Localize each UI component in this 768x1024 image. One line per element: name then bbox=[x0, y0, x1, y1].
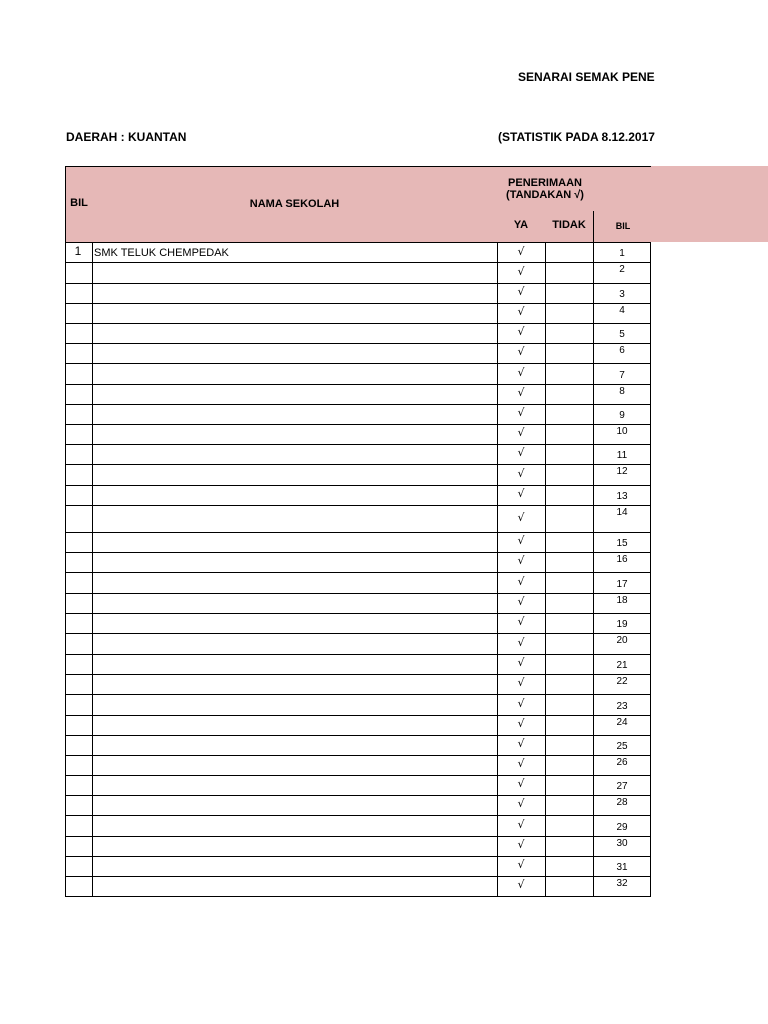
col-header-bil-2-label: BIL bbox=[615, 221, 631, 231]
row-ya-check: √ bbox=[517, 777, 525, 790]
row-number: 23 bbox=[616, 701, 628, 712]
row-divider bbox=[65, 343, 651, 344]
document-title: SENARAI SEMAK PENE bbox=[518, 70, 655, 84]
col-header-ya bbox=[497, 211, 546, 243]
row-number: 3 bbox=[619, 289, 625, 300]
row-ya-check: √ bbox=[517, 737, 525, 750]
row-number: 8 bbox=[619, 386, 625, 397]
row-number: 12 bbox=[616, 466, 628, 477]
row-number: 6 bbox=[619, 345, 625, 356]
district-label: DAERAH : KUANTAN bbox=[66, 130, 187, 144]
row-number: 2 bbox=[619, 264, 625, 275]
row-ya-check: √ bbox=[517, 366, 525, 379]
row-divider bbox=[65, 856, 651, 857]
row-number: 19 bbox=[616, 619, 628, 630]
row-divider bbox=[65, 303, 651, 304]
row-ya-check: √ bbox=[517, 511, 525, 524]
row-ya-check: √ bbox=[517, 717, 525, 730]
row-number: 25 bbox=[616, 741, 628, 752]
col-header-tidak-label: TIDAK bbox=[552, 219, 586, 231]
row-divider bbox=[65, 505, 651, 506]
row-number: 9 bbox=[619, 410, 625, 421]
row-ya-check: √ bbox=[517, 858, 525, 871]
row-divider bbox=[65, 613, 651, 614]
row-number: 32 bbox=[616, 878, 628, 889]
row-ya-check: √ bbox=[517, 615, 525, 628]
col-header-penerimaan-label bbox=[497, 177, 593, 201]
row-number: 14 bbox=[616, 507, 628, 518]
penerimaan-line1: PENERIMAAN bbox=[508, 177, 582, 189]
col-divider bbox=[92, 243, 93, 897]
row-number: 26 bbox=[616, 757, 628, 768]
row-ya-check: √ bbox=[517, 426, 525, 439]
row-divider bbox=[65, 735, 651, 736]
row-ya-check: √ bbox=[517, 446, 525, 459]
row-number: 7 bbox=[619, 370, 625, 381]
row-number: 4 bbox=[619, 305, 625, 316]
row-divider bbox=[65, 876, 651, 877]
row-divider bbox=[65, 715, 651, 716]
row-ya-check: √ bbox=[517, 345, 525, 358]
col-header-bil-2 bbox=[593, 211, 651, 243]
row-number: 28 bbox=[616, 797, 628, 808]
header-fill-extension bbox=[651, 166, 768, 242]
col-header-tidak bbox=[545, 211, 594, 243]
row-ya-check: √ bbox=[517, 285, 525, 298]
row-ya-check: √ bbox=[517, 757, 525, 770]
row-divider bbox=[65, 485, 651, 486]
row-divider bbox=[65, 795, 651, 796]
row-number: 30 bbox=[616, 838, 628, 849]
col-divider bbox=[545, 243, 546, 897]
row-divider bbox=[65, 262, 651, 263]
row-divider bbox=[65, 572, 651, 573]
col-header-penerimaan bbox=[497, 166, 594, 212]
row-number: 31 bbox=[616, 862, 628, 873]
row-number: 27 bbox=[616, 781, 628, 792]
row-ya-check: √ bbox=[517, 878, 525, 891]
row-divider bbox=[65, 404, 651, 405]
row-divider bbox=[65, 464, 651, 465]
col-header-blank bbox=[593, 166, 651, 212]
row-ya-check: √ bbox=[517, 406, 525, 419]
penerimaan-line2: (TANDAKAN √) bbox=[506, 189, 584, 201]
row-divider bbox=[65, 694, 651, 695]
row-ya-check: √ bbox=[517, 386, 525, 399]
row-number: 20 bbox=[616, 635, 628, 646]
row-ya-check: √ bbox=[517, 467, 525, 480]
col-header-bil-label: BIL bbox=[70, 197, 88, 209]
row-ya-check: √ bbox=[517, 697, 525, 710]
col-header-bil bbox=[65, 166, 93, 243]
row-number: 15 bbox=[616, 538, 628, 549]
row-divider bbox=[65, 674, 651, 675]
row-number: 5 bbox=[619, 329, 625, 340]
row-divider bbox=[65, 363, 651, 364]
row-divider bbox=[65, 384, 651, 385]
row-ya-check: √ bbox=[517, 534, 525, 547]
col-header-nama-sekolah bbox=[92, 166, 498, 243]
row-number: 13 bbox=[616, 491, 628, 502]
row-divider bbox=[65, 633, 651, 634]
row-number: 22 bbox=[616, 676, 628, 687]
row-ya-check: √ bbox=[517, 325, 525, 338]
row-divider bbox=[65, 424, 651, 425]
row-number: 18 bbox=[616, 595, 628, 606]
row-ya-check: √ bbox=[517, 575, 525, 588]
row-divider bbox=[65, 775, 651, 776]
row-number: 24 bbox=[616, 717, 628, 728]
row-ya-check: √ bbox=[517, 554, 525, 567]
row-ya-check: √ bbox=[517, 656, 525, 669]
row-divider bbox=[65, 283, 651, 284]
row-number: 10 bbox=[616, 426, 628, 437]
row-number: 29 bbox=[616, 822, 628, 833]
row-divider bbox=[65, 755, 651, 756]
row-divider bbox=[65, 444, 651, 445]
row-ya-check: √ bbox=[517, 797, 525, 810]
row-ya-check: √ bbox=[517, 245, 525, 258]
row-divider bbox=[65, 896, 651, 897]
row-divider bbox=[65, 532, 651, 533]
row-ya-check: √ bbox=[517, 636, 525, 649]
row-divider bbox=[65, 815, 651, 816]
row-ya-check: √ bbox=[517, 487, 525, 500]
row-divider bbox=[65, 593, 651, 594]
row-number: 17 bbox=[616, 579, 628, 590]
row-ya-check: √ bbox=[517, 676, 525, 689]
row-divider bbox=[65, 654, 651, 655]
row-number: 1 bbox=[619, 248, 625, 259]
col-divider bbox=[65, 243, 66, 897]
row-ya-check: √ bbox=[517, 305, 525, 318]
row-number: 21 bbox=[616, 660, 628, 671]
row-ya-check: √ bbox=[517, 595, 525, 608]
row-divider bbox=[65, 836, 651, 837]
row-divider bbox=[65, 323, 651, 324]
col-header-nama-label: NAMA SEKOLAH bbox=[249, 198, 340, 210]
row-number: 16 bbox=[616, 554, 628, 565]
statistics-date: (STATISTIK PADA 8.12.2017 bbox=[498, 130, 655, 144]
row-bil: 1 bbox=[74, 244, 82, 258]
col-divider bbox=[650, 243, 651, 897]
row-ya-check: √ bbox=[517, 838, 525, 851]
row-divider bbox=[65, 552, 651, 553]
col-header-ya-label: YA bbox=[513, 219, 529, 231]
row-nama-sekolah: SMK TELUK CHEMPEDAK bbox=[94, 247, 229, 259]
row-ya-check: √ bbox=[517, 265, 525, 278]
row-number: 11 bbox=[616, 450, 628, 461]
row-ya-check: √ bbox=[517, 818, 525, 831]
